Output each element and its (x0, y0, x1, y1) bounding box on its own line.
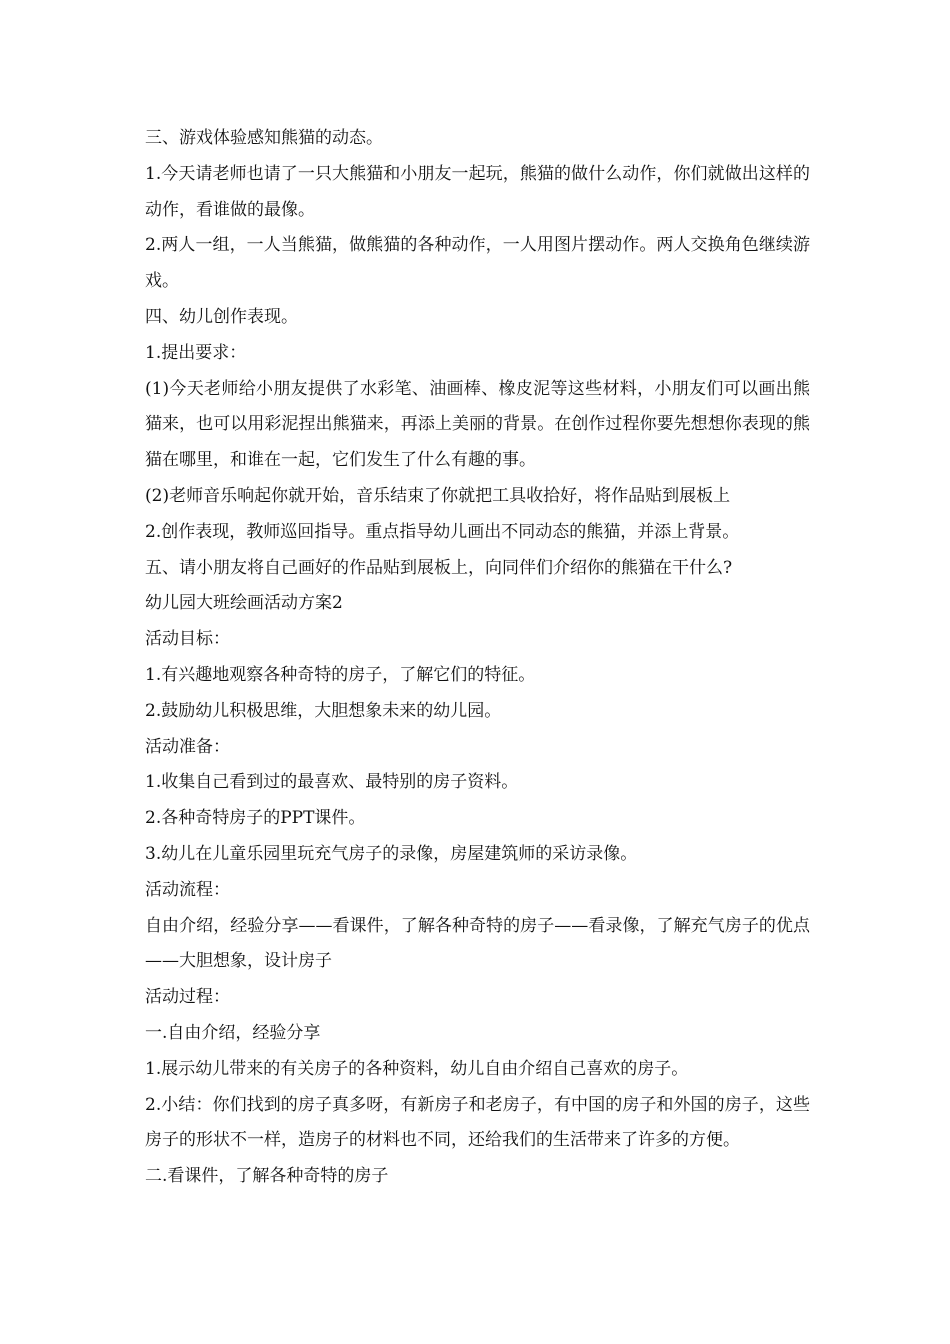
heading-preparation: 活动准备： (145, 736, 230, 757)
paragraph-game-step-1: 1.今天请老师也请了一只大熊猫和小朋友一起玩，熊猫的做什么动作，你们就做出这样的动作，看谁做的最像。 (145, 163, 810, 220)
process-step-2-heading: 二.看课件，了解各种奇特的房子 (145, 1166, 389, 1187)
process-step-1-item-1: 1.展示幼儿带来的有关房子的各种资料，幼儿自由介绍自己喜欢的房子。 (145, 1058, 689, 1079)
plan-title: 幼儿园大班绘画活动方案2 (145, 593, 343, 614)
process-step-1-heading: 一.自由介绍，经验分享 (145, 1022, 321, 1043)
preparation-item-1: 1.收集自己看到过的最喜欢、最特别的房子资料。 (145, 772, 519, 793)
goal-item-2: 2.鼓励幼儿积极思维，大胆想象未来的幼儿园。 (145, 700, 502, 721)
preparation-item-3: 3.幼儿在儿童乐园里玩充气房子的录像，房屋建筑师的采访录像。 (145, 843, 638, 864)
paragraph-requirement-2: (2)老师音乐响起你就开始，音乐结束了你就把工具收拾好，将作品贴到展板上 (145, 485, 731, 506)
heading-process: 活动过程： (145, 987, 230, 1008)
section-heading-5: 五、请小朋友将自己画好的作品贴到展板上，向同伴们介绍你的熊猫在干什么? (145, 557, 733, 578)
paragraph-flow: 自由介绍，经验分享——看课件，了解各种奇特的房子——看录像，了解充气房子的优点——大胆想象，设计房子 (145, 915, 810, 972)
heading-flow: 活动流程： (145, 879, 230, 900)
process-step-1-summary: 2.小结：你们找到的房子真多呀，有新房子和老房子，有中国的房子和外国的房子，这些房子的形状不一样，造房子的材料也不同，还给我们的生活带来了许多的方便。 (145, 1094, 810, 1151)
paragraph-requirement-1: (1)今天老师给小朋友提供了水彩笔、油画棒、橡皮泥等这些材料，小朋友们可以画出熊猫来，也可以用彩泥捏出熊猫来，再添上美丽的背景。在创作过程你要先想想你表现的熊猫在哪里，和谁在一起，它们发生了什么有趣的事。 (145, 378, 810, 471)
document-body (145, 121, 810, 1195)
goal-item-1: 1.有兴趣地观察各种奇特的房子，了解它们的特征。 (145, 664, 536, 685)
section-heading-3: 三、游戏体验感知熊猫的动态。 (145, 128, 383, 148)
paragraph-game-step-2: 2.两人一组，一人当熊猫，做熊猫的各种动作，一人用图片摆动作。两人交换角色继续游戏。 (145, 235, 810, 292)
paragraph-requirements: 1.提出要求： (145, 342, 247, 363)
preparation-item-2: 2.各种奇特房子的PPT课件。 (145, 808, 366, 829)
section-heading-4: 四、幼儿创作表现。 (145, 306, 298, 327)
paragraph-creation: 2.创作表现，教师巡回指导。重点指导幼儿画出不同动态的熊猫，并添上背景。 (145, 521, 740, 542)
heading-goals: 活动目标： (145, 629, 230, 650)
